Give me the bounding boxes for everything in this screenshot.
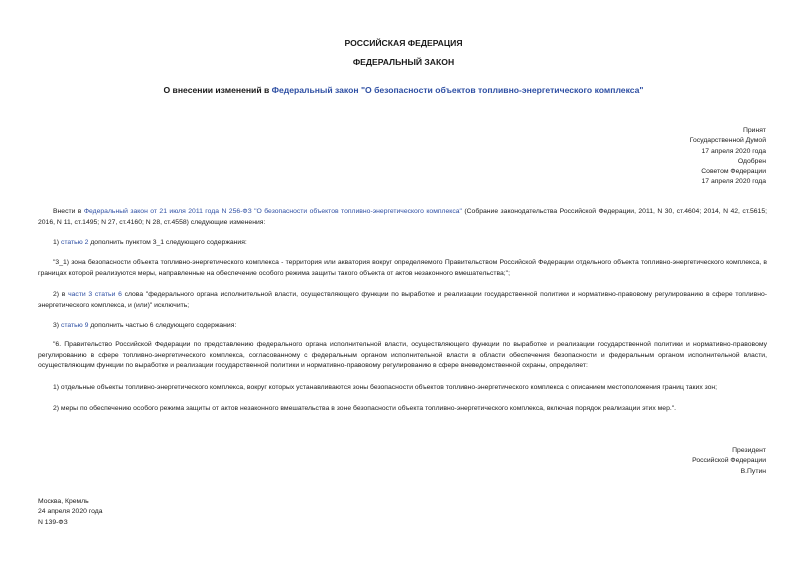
adoption-line-5: Советом Федерации bbox=[701, 168, 766, 176]
item-2-link[interactable]: части 3 статьи 6 bbox=[68, 291, 122, 298]
intro-suffix: (Собрание законодательства Российской Федерации, 2011, N 30, ст.4604; 2014, N 42, ст.5615; 2016, N 11, ст.1495; N 27, ст.4160; N 28, ст.4558) следующие изменения: bbox=[38, 208, 767, 226]
signature-block bbox=[692, 446, 766, 477]
adoption-line-6: 17 апреля 2020 года bbox=[701, 178, 766, 186]
item-3-suffix: дополнить частью 6 следующего содержания: bbox=[88, 322, 237, 329]
title-law-link[interactable]: Федеральный закон "О безопасности объектов топливно-энергетического комплекса" bbox=[271, 85, 644, 95]
item-1-quote: "3_1) зона безопасности объекта топливно-энергетического комплекса - территория или акватория вокруг определяемого Правительством Российской Федерации отдельного объекта топливно-энергетического комплекса, в границах которой реализуются меры, направленные на обеспечение особого режима защиты такого объекта от актов незаконного вмешательства;"; bbox=[38, 259, 767, 277]
country-heading: РОССИЙСКАЯ ФЕДЕРАЦИЯ bbox=[344, 38, 463, 48]
signature-line-1: Президент bbox=[732, 447, 766, 454]
title-prefix: О внесении изменений в bbox=[163, 85, 272, 95]
item-1-paragraph bbox=[38, 238, 767, 249]
item-3-prefix: 3) bbox=[53, 322, 61, 329]
place-line-3: N 139-ФЗ bbox=[38, 518, 68, 526]
item-3-paragraph bbox=[38, 321, 767, 332]
adoption-line-3: 17 апреля 2020 года bbox=[701, 147, 766, 155]
item-3-link[interactable]: статью 9 bbox=[60, 322, 89, 329]
item-1-suffix: дополнить пунктом 3_1 следующего содержания: bbox=[88, 239, 247, 246]
item-2-paragraph bbox=[38, 290, 767, 311]
item-2-prefix: 2) в bbox=[53, 291, 69, 298]
signature-line-2: Российской Федерации bbox=[692, 457, 766, 465]
subitem-2: 2) меры по обеспечению особого режима защиты от актов незаконного вмешательства в зоне безопасности объекта топливно-энергетического комплекса, включая порядок реализации этих мер.". bbox=[53, 405, 677, 412]
adoption-block bbox=[690, 126, 766, 188]
item-3-quote: "6. Правительство Российской Федерации по представлению федерального органа исполнительной власти, осуществляющего функции по выработке и реализации государственной политики и нормативно-правовому регулированию в сфере топливно-энергетического комплекса, согласованному с федеральным органом исполнительной власти в области обеспечения безопасности и федеральным органом исполнительной власти, осуществляющим функции по выработке и реализации государственной политики и нормативно-правовому регулированию в сфере вневедомственной охраны, определяет: bbox=[38, 341, 767, 370]
intro-law-link[interactable]: Федеральный закон от 21 июля 2011 года N 256-ФЗ "О безопасности объектов топливно-энергетического комплекса" bbox=[83, 208, 462, 215]
law-type-heading: ФЕДЕРАЛЬНЫЙ ЗАКОН bbox=[352, 57, 455, 67]
place-date-block bbox=[38, 497, 103, 528]
place-line-2: 24 апреля 2020 года bbox=[38, 508, 103, 516]
adoption-line-2: Государственной Думой bbox=[689, 137, 766, 145]
place-line-1: Москва, Кремль bbox=[38, 498, 89, 505]
subitem-1: 1) отдельные объекты топливно-энергетического комплекса, вокруг которых устанавливаются зоны безопасности объектов топливно-энергетического комплекса с описанием местоположения границ таких зон; bbox=[53, 384, 718, 391]
signature-line-3: В.Путин bbox=[740, 467, 766, 475]
adoption-line-4: Одобрен bbox=[737, 157, 766, 165]
document-title bbox=[0, 85, 807, 95]
intro-paragraph bbox=[38, 207, 767, 228]
item-2-suffix: слова "федерального органа исполнительной власти, осуществляющего функции по выработке и реализации государственной политики и нормативно-правовому регулированию в сфере топливно-энергетического комплекса, и (или)" исключить; bbox=[38, 291, 768, 309]
adoption-line-1: Принят bbox=[742, 127, 766, 134]
item-1-link[interactable]: статью 2 bbox=[60, 239, 89, 246]
item-1-prefix: 1) bbox=[53, 239, 61, 246]
intro-prefix: Внести в bbox=[53, 208, 84, 215]
